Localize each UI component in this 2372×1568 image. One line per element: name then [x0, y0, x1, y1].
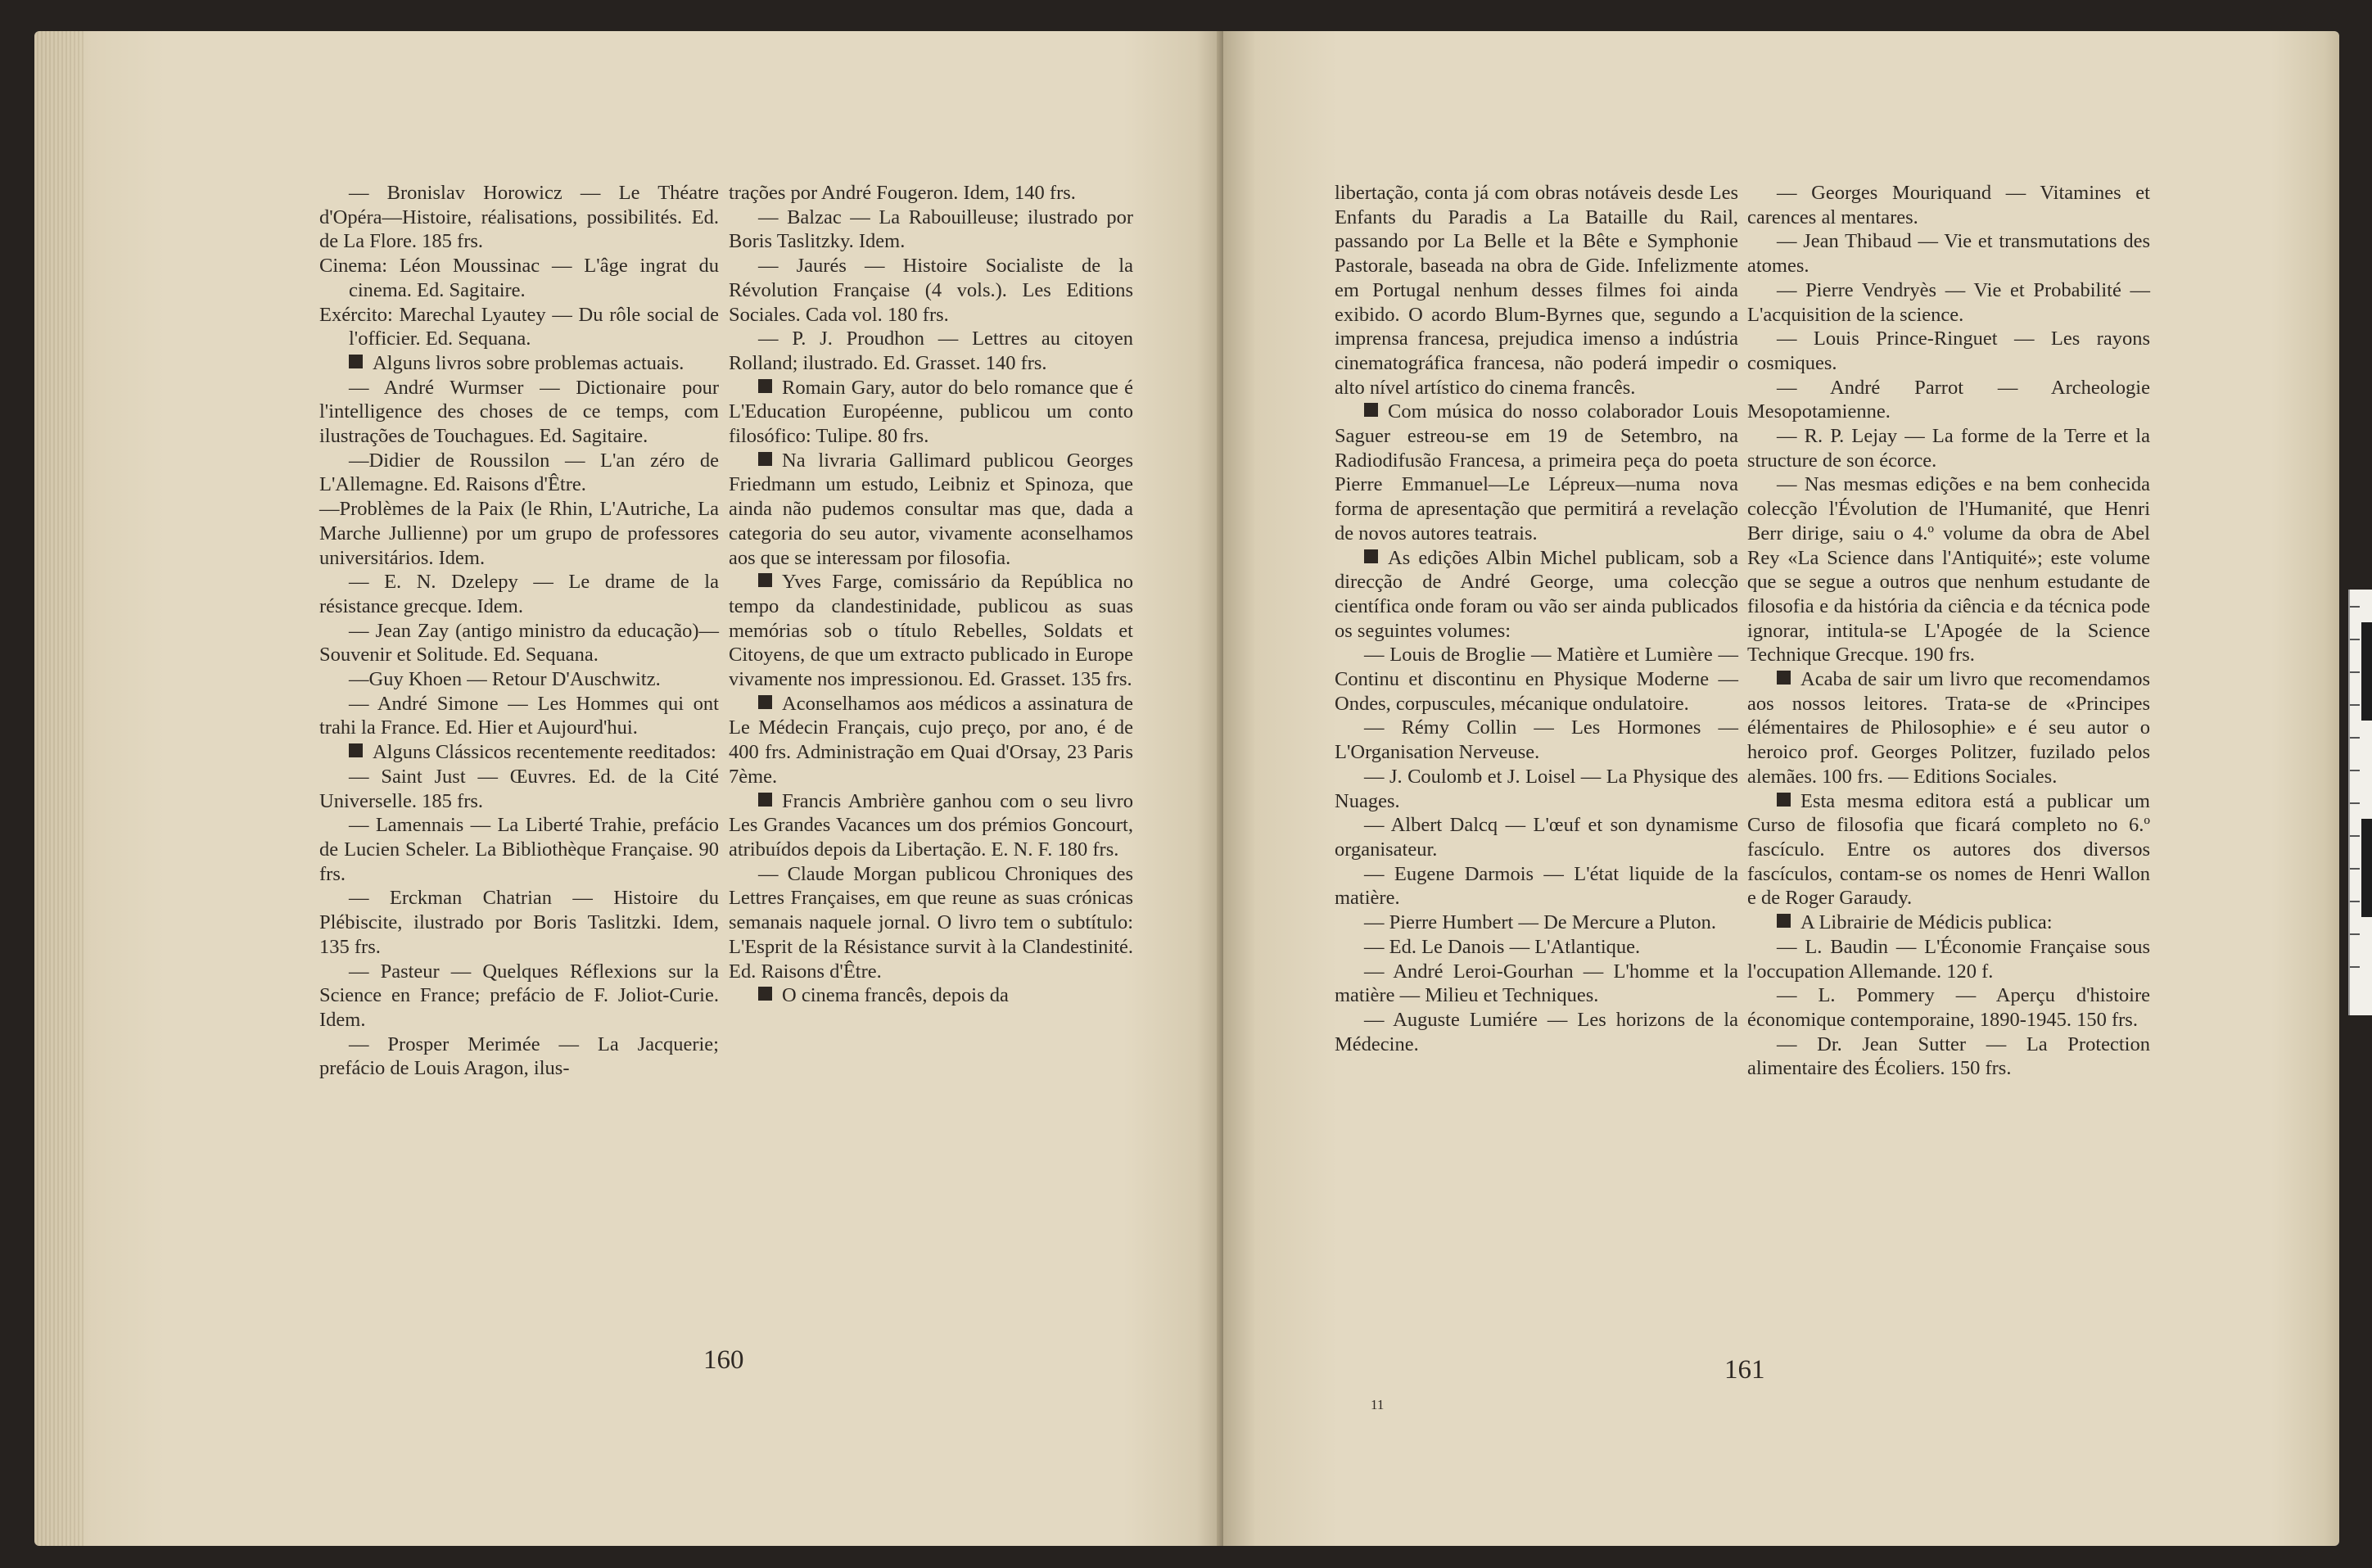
paragraph-text: O cinema francês, depois da — [782, 984, 1009, 1007]
square-bullet-icon — [758, 379, 772, 393]
paragraph: — Pasteur — Quelques Réflexions sur la Science en France; prefácio de F. Joliot-Curie. Idem. — [319, 960, 719, 1031]
section-paragraph — [1747, 789, 2150, 911]
ruler-tick — [2350, 737, 2360, 739]
square-bullet-icon — [349, 743, 363, 757]
paragraph: — Jaurés — Histoire Socialiste de la Révolution Française (4 vols.). Les Editions Sociales. Cada vol. 180 frs. — [729, 255, 1133, 326]
paragraph: — E. N. Dzelepy — Le drame de la résistance grecque. Idem. — [319, 571, 719, 617]
left-page-column-2 — [729, 181, 1133, 1008]
signature-mark: 11 — [1371, 1397, 1385, 1412]
paragraph-text: Aconselhamos aos médicos a assinatura de Le Médecin Français, cujo preço, por ano, é de 400 frs. Administração em Quai d'Orsay, 23 Paris 7ème. — [729, 692, 1133, 788]
section-paragraph — [729, 692, 1133, 789]
paragraph-text: Na livraria Gallimard publicou Georges Friedmann um estudo, Leibniz et Spinoza, que ainda não pudemos consultar mas que, dada a categoria do seu autor, vivamente aconselhamos aos que se interessam por filosofia. — [729, 449, 1133, 569]
paragraph-text: As edições Albin Michel publicam, sob a direcção de André George, uma colecção científica onde foram ou vão ser ainda publicados os seguintes volumes: — [1335, 546, 1738, 642]
paragraph: — Saint Just — Œuvres. Ed. de la Cité Universelle. 185 frs. — [319, 765, 719, 812]
paragraph: — Rémy Collin — Les Hormones — L'Organisation Nerveuse. — [1335, 716, 1738, 764]
section-paragraph — [1747, 667, 2150, 789]
paragraph: trações por André Fougeron. Idem, 140 frs. — [729, 182, 1076, 204]
ruler-tick — [2350, 933, 2360, 935]
ruler-block — [2361, 819, 2372, 917]
section-paragraph — [319, 740, 719, 765]
paragraph: — Albert Dalcq — L'œuf et son dynamisme organisateur. — [1335, 814, 1738, 861]
paragraph: — Auguste Lumiére — Les horizons de la Médecine. — [1335, 1008, 1738, 1055]
square-bullet-icon — [758, 452, 772, 466]
paragraph: — J. Coulomb et J. Loisel — La Physique des Nuages. — [1335, 765, 1738, 812]
left-page-column-1 — [319, 181, 719, 1081]
paragraph: —Didier de Roussilon — L'an zéro de L'Allemagne. Ed. Raisons d'Être. — [319, 449, 719, 496]
paragraph: — Pierre Vendryès — Vie et Probabilité — L'acquisition de la science. — [1747, 278, 2150, 326]
square-bullet-icon — [1777, 671, 1791, 685]
paragraph-text: Alguns Clássicos recentemente reeditados: — [373, 741, 716, 764]
paragraph-text: Acaba de sair um livro que recomendamos aos nossos leitores. Trata-se de «Principes élémentaires de Philosophie» e é seu autor o heroico prof. Georges Politzer, fuzilado pelos alemães. 100 frs. — Editions Sociales. — [1747, 668, 2150, 788]
paragraph: — Erckman Chatrian — Histoire du Plébiscite, ilustrado por Boris Taslitzki. Idem, 135 frs. — [319, 887, 719, 958]
square-bullet-icon — [1364, 549, 1378, 563]
ruler-tick — [2350, 770, 2360, 771]
paragraph: —Guy Khoen — Retour D'Auschwitz. — [349, 668, 661, 691]
ruler-tick — [2350, 606, 2360, 608]
ruler-tick — [2350, 704, 2360, 706]
paragraph: — Nas mesmas edições e na bem conhecida colecção l'Évolution de l'Humanité, que Henri Berr dirige, saiu o 4.º volume da obra de Abel Rey «La Science dans l'Antiquité»; este volume que se segue a outros que nenhum estudante de filosofia e da história da ciência e da técnica pode ignorar, intitula-se L'Apogée de la Science Technique Grecque. 190 frs. — [1747, 473, 2150, 667]
paragraph: — Claude Morgan publicou Chroniques des Lettres Françaises, em que reune as suas crónicas semanais naquele jornal. O livro tem o subtítulo: L'Esprit de la Résistance survit à la Clandestinité. Ed. Raisons d'Être. — [729, 862, 1133, 983]
scale-ruler — [2348, 590, 2372, 1015]
square-bullet-icon — [1777, 793, 1791, 807]
left-page — [34, 31, 1222, 1546]
paragraph: — Louis Prince-Ringuet — Les rayons cosmiques. — [1747, 328, 2150, 374]
ruler-tick — [2350, 802, 2360, 804]
section-paragraph — [729, 570, 1133, 692]
square-bullet-icon — [758, 573, 772, 587]
section-paragraph — [1747, 911, 2150, 935]
paragraph: — Pierre Humbert — De Mercure a Pluton. — [1364, 911, 1716, 934]
square-bullet-icon — [758, 793, 772, 807]
paragraph: — Ed. Le Danois — L'Atlantique. — [1364, 935, 1641, 958]
ruler-tick — [2350, 671, 2360, 673]
paragraph: — Bronislav Horowicz — Le Théatre d'Opéra—Histoire, réalisations, possibilités. Ed. de La Flore. 185 frs. — [319, 182, 719, 253]
paragraph: — P. J. Proudhon — Lettres au citoyen Rolland; ilustrado. Ed. Grasset. 140 frs. — [729, 328, 1133, 374]
paragraph-text: Com música do nosso colaborador Louis Saguer estreou-se em 19 de Setembro, na Radiodifusão Francesa, a primeira peça do poeta Pierre Emmanuel—Le Lépreux—numa nova forma de apresentação que permitirá a revelação de novos autores teatrais. — [1335, 400, 1738, 545]
paragraph: — Jean Zay (antigo ministro da educação)—Souvenir et Solitude. Ed. Sequana. — [319, 619, 719, 667]
paragraph: — L. Baudin — L'Économie Française sous l'occupation Allemande. 120 f. — [1747, 935, 2150, 983]
page-edge — [34, 31, 84, 1546]
paragraph-text: Alguns livros sobre problemas actuais. — [373, 351, 684, 374]
paragraph: Exército: Marechal Lyautey — Du rôle social de l'officier. Ed. Sequana. — [319, 303, 719, 350]
right-page-column-1 — [1335, 181, 1738, 1056]
paragraph: — Prosper Merimée — La Jacquerie; prefácio de Louis Aragon, ilus- — [319, 1033, 719, 1080]
paragraph: —Problèmes de la Paix (le Rhin, L'Autriche, La Marche Jullienne) por um grupo de professores universitários. Idem. — [319, 498, 719, 569]
ruler-tick — [2350, 868, 2360, 870]
paragraph: — Eugene Darmois — L'état liquide de la matière. — [1335, 862, 1738, 910]
ruler-tick — [2350, 639, 2360, 640]
paragraph: — André Leroi-Gourhan — L'homme et la matière — Milieu et Techniques. — [1335, 960, 1738, 1007]
square-bullet-icon — [1364, 403, 1378, 417]
ruler-block — [2361, 622, 2372, 721]
paragraph: — L. Pommery — Aperçu d'histoire économique contemporaine, 1890-1945. 150 frs. — [1747, 984, 2150, 1031]
paragraph: — André Parrot — Archeologie Mesopotamienne. — [1747, 376, 2150, 423]
paragraph: — Balzac — La Rabouilleuse; ilustrado por Boris Taslitzky. Idem. — [729, 206, 1133, 253]
paragraph: libertação, conta já com obras notáveis desde Les Enfants du Paradis a La Bataille du Rail, passando por La Belle et la Bête e Symphonie Pastorale, baseada na obra de Gide. Infelizmente em Portugal nenhum desses filmes foi ainda exibido. O acordo Blum-Byrnes que, segundo a imprensa francesa, prejudica imenso a indústria cinematográfica francesa, não poderá impedir o alto nível artístico do cinema francês. — [1335, 182, 1738, 399]
section-paragraph — [1335, 400, 1738, 545]
section-paragraph — [319, 351, 719, 376]
square-bullet-icon — [758, 987, 772, 1001]
ruler-tick — [2350, 966, 2360, 968]
paragraph: — André Simone — Les Hommes qui ont trahi la France. Ed. Hier et Aujourd'hui. — [319, 692, 719, 739]
paragraph: — Lamennais — La Liberté Trahie, prefácio de Lucien Scheler. La Bibliothèque Française. 90 frs. — [319, 814, 719, 885]
open-book — [34, 31, 2339, 1546]
square-bullet-icon — [758, 695, 772, 709]
paragraph: — Louis de Broglie — Matière et Lumière — Continu et discontinu en Physique Moderne — Ondes, corpuscules, mécanique ondulatoire. — [1335, 644, 1738, 715]
paragraph-text: A Librairie de Médicis publica: — [1800, 911, 2053, 934]
ruler-tick — [2350, 835, 2360, 837]
right-page-column-2 — [1747, 181, 2150, 1081]
paragraph-text: Francis Ambrière ganhou com o seu livro Les Grandes Vacances um dos prémios Goncourt, atribuídos depois da Libertação. E. N. F. 180 frs. — [729, 789, 1133, 861]
section-paragraph — [1335, 546, 1738, 644]
section-paragraph — [729, 983, 1133, 1008]
ruler-tick — [2350, 901, 2360, 902]
paragraph: — André Wurmser — Dictionaire pour l'intelligence des choses de ce temps, com ilustrações de Touchagues. Ed. Sagitaire. — [319, 376, 719, 448]
square-bullet-icon — [1777, 914, 1791, 928]
section-paragraph — [729, 449, 1133, 571]
paragraph: — R. P. Lejay — La forme de la Terre et la structure de son écorce. — [1747, 425, 2150, 472]
paragraph: — Georges Mouriquand — Vitamines et carences al mentares. — [1747, 182, 2150, 228]
paragraph: — Jean Thibaud — Vie et transmutations des atomes. — [1747, 230, 2150, 278]
section-paragraph — [729, 376, 1133, 449]
paragraph-text: Romain Gary, autor do belo romance que é L'Education Européenne, publicou um conto filosófico: Tulipe. 80 frs. — [729, 376, 1133, 448]
paragraph: Cinema: Léon Moussinac — L'âge ingrat du cinema. Ed. Sagitaire. — [319, 255, 719, 301]
paragraph-text: Esta mesma editora está a publicar um Curso de filosofia que ficará completo no 6.º fascículo. Entre os autores dos diversos fascículos, contam-se os nomes de Henri Wallon e de Roger Garaudy. — [1747, 789, 2150, 910]
square-bullet-icon — [349, 355, 363, 368]
page-number: 161 — [1724, 1355, 1765, 1385]
paragraph-text: Yves Farge, comissário da República no tempo da clandestinidade, publicou as suas memórias sob o título Rebelles, Soldats et Citoyens, de que um extracto publicado in Europe vivamente nos impressionou. Ed. Grasset. 135 frs. — [729, 571, 1133, 691]
paragraph: — Dr. Jean Sutter — La Protection alimentaire des Écoliers. 150 frs. — [1747, 1033, 2150, 1080]
page-number: 160 — [703, 1345, 744, 1375]
section-paragraph — [729, 789, 1133, 862]
